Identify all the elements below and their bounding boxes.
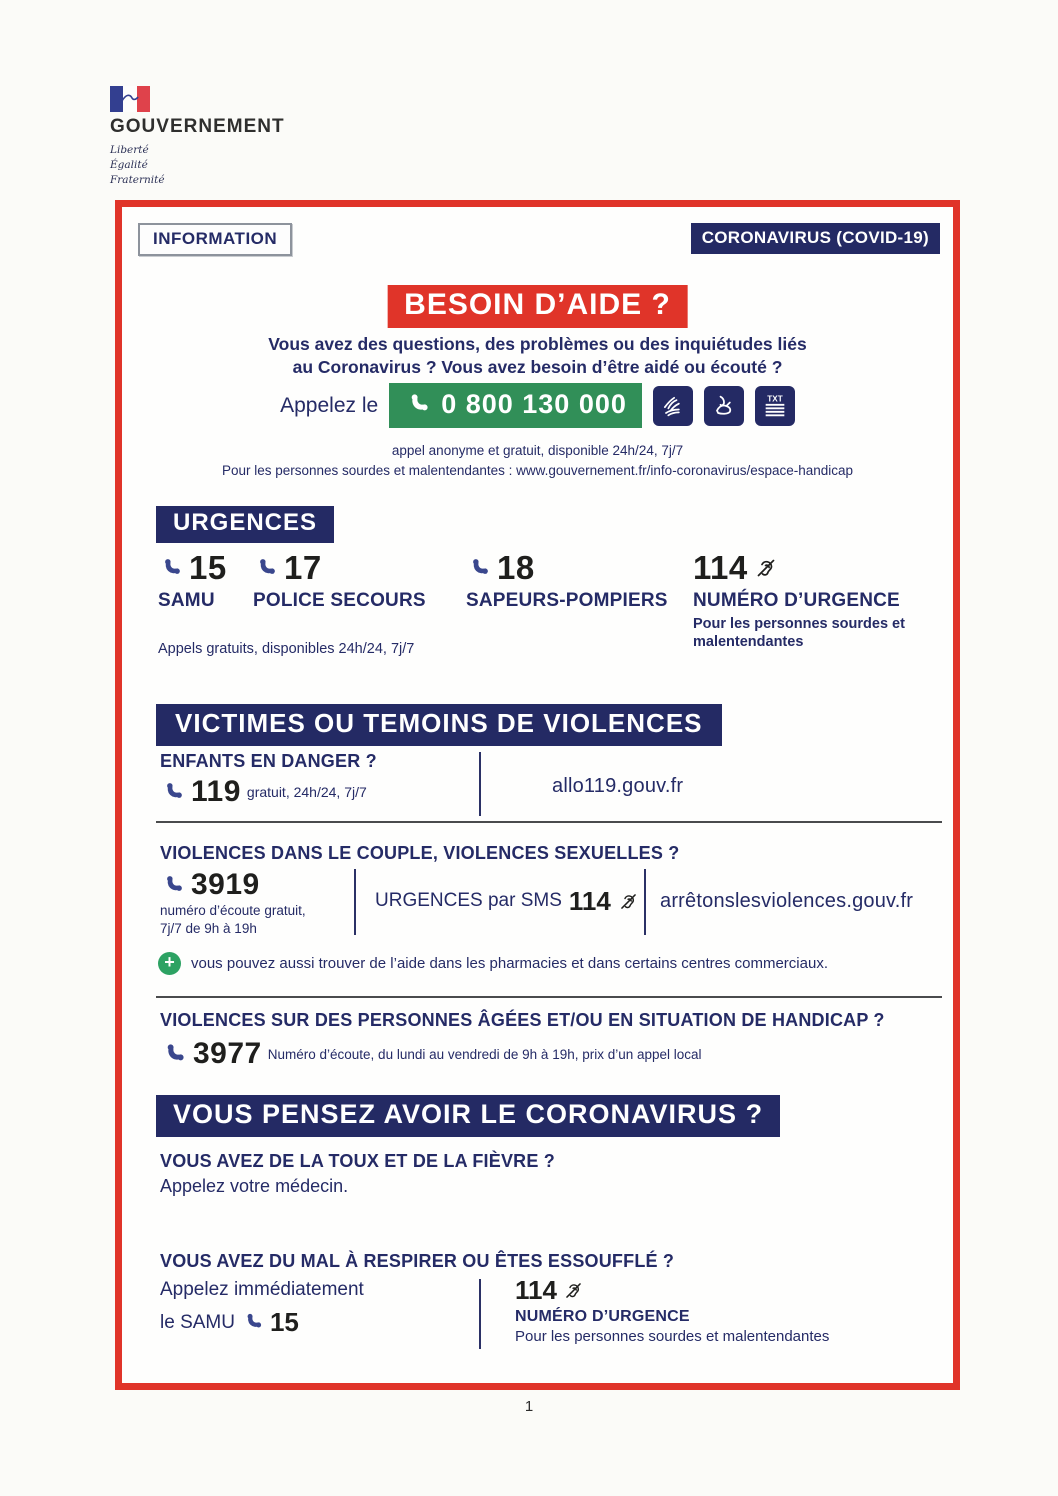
vertical-divider [479, 752, 481, 816]
help-title-banner: BESOIN D’AIDE ? [387, 285, 688, 328]
intro-line-1: Vous avez des questions, des problèmes ou des inquiétudes liés [268, 334, 807, 354]
vertical-divider [354, 869, 356, 935]
call-label: Appelez le [280, 393, 379, 417]
respirer-deaf-block [515, 1275, 829, 1345]
french-flag-icon [110, 86, 150, 112]
arretonslesviolences-link[interactable]: arrêtonslesviolences.gouv.fr [660, 889, 914, 912]
government-wordmark: GOUVERNEMENT [110, 116, 285, 137]
sign-language-icon [653, 386, 693, 426]
couple-number-block [160, 868, 306, 937]
motto-line: Liberté [110, 144, 149, 156]
agees-heading: VIOLENCES SUR DES PERSONNES ÂGÉES ET/OU EN SITUATION DE HANDICAP ? [160, 1010, 885, 1030]
horizontal-divider [156, 821, 942, 823]
cued-speech-hand-icon [704, 386, 744, 426]
motto-line: Fraternité [110, 174, 165, 187]
sms-emergency-block [375, 869, 639, 933]
phone-icon [160, 873, 185, 898]
information-badge: INFORMATION [138, 223, 292, 256]
respirer-deaf-sublabel: Pour les personnes sourdes et malentendantes [515, 1328, 830, 1345]
agees-number: 3977 [193, 1037, 262, 1070]
deaf-emergency-sublabel: Pour les personnes sourdes et malentendantes [693, 616, 905, 651]
toux-heading: VOUS AVEZ DE LA TOUX ET DE LA FIÈVRE ? [160, 1151, 555, 1171]
sms-label: URGENCES par SMS [375, 890, 562, 911]
urgence-police [253, 549, 426, 612]
motto-line: Égalité [110, 159, 148, 172]
samu-number: 15 [189, 549, 227, 586]
couple-note-1: numéro d’écoute gratuit, [160, 903, 306, 918]
government-logo [110, 86, 285, 189]
hotline-note-2: Pour les personnes sourdes et malentendantes : www.gouvernement.fr/info-coronavirus/espace-handicap [221, 462, 854, 478]
hotline-number: 0 800 130 000 [441, 389, 627, 419]
phone-icon [160, 780, 185, 805]
respirer-deaf-label: NUMÉRO D’URGENCE [515, 1308, 690, 1325]
phone-icon [241, 1311, 264, 1334]
hotline-notes [122, 441, 953, 480]
respirer-heading: VOUS AVEZ DU MAL À RESPIRER OU ÊTES ESSOUFFLÉ ? [160, 1251, 675, 1271]
hotline-number-box [389, 383, 642, 428]
coronavirus-section-banner: VOUS PENSEZ AVOIR LE CORONAVIRUS ? [156, 1095, 780, 1137]
violences-banner: VICTIMES OU TEMOINS DE VIOLENCES [156, 704, 722, 746]
hotline-note-1: appel anonyme et gratuit, disponible 24h/24, 7j/7 [391, 443, 684, 458]
intro-text [122, 333, 953, 380]
coronavirus-badge: CORONAVIRUS (COVID-19) [691, 223, 940, 254]
couple-note-2: 7j/7 de 9h à 19h [160, 920, 257, 936]
marianne-swirl [120, 91, 140, 107]
enfants-note: gratuit, 24h/24, 7j/7 [246, 784, 367, 800]
respirer-deaf-number: 114 [515, 1275, 557, 1305]
deaf-icon [618, 891, 639, 912]
allo119-link[interactable]: allo119.gouv.fr [552, 775, 684, 797]
phone-icon [253, 556, 278, 581]
respirer-advice-line-2 [160, 1307, 364, 1338]
urgence-114 [693, 549, 918, 651]
phone-icon [158, 556, 183, 581]
respirer-advice-block [160, 1279, 364, 1338]
page-number: 1 [524, 1398, 534, 1415]
enfants-number: 119 [191, 775, 241, 808]
vertical-divider [479, 1279, 481, 1349]
respirer-samu-number: 15 [269, 1307, 299, 1337]
poster-frame [115, 200, 960, 1390]
pharmacy-tip [158, 952, 828, 975]
enfants-number-row [160, 775, 367, 809]
respirer-advice-line-1: Appelez immédiatement [160, 1279, 364, 1300]
motto [110, 143, 285, 189]
toux-advice: Appelez votre médecin. [160, 1176, 349, 1196]
deaf-emergency-number: 114 [693, 549, 748, 586]
call-row [122, 383, 953, 428]
phone-icon [404, 391, 431, 418]
pharmacy-tip-text: vous pouvez aussi trouver de l’aide dans les pharmacies et dans certains centres commerciaux. [191, 955, 828, 972]
deaf-icon [563, 1280, 584, 1301]
phone-icon [466, 556, 491, 581]
samu-label: SAMU [158, 590, 215, 611]
intro-line-2: au Coronavirus ? Vous avez besoin d’être aidé ou écouté ? [292, 357, 783, 378]
urgences-note: Appels gratuits, disponibles 24h/24, 7j/7 [158, 641, 415, 657]
agees-number-row [160, 1037, 702, 1071]
police-label: POLICE SECOURS [253, 590, 426, 611]
pompiers-label: SAPEURS-POMPIERS [466, 590, 668, 611]
urgence-pompiers [466, 549, 668, 612]
couple-number: 3919 [191, 868, 260, 901]
sms-number: 114 [568, 885, 611, 916]
plus-icon: + [158, 952, 181, 975]
phone-icon [160, 1041, 187, 1068]
text-relay-icon [755, 386, 795, 426]
txt-glyph: TXT [767, 393, 783, 403]
horizontal-divider [156, 996, 942, 998]
vertical-divider [644, 869, 646, 935]
police-number: 17 [284, 549, 322, 586]
urgences-banner: URGENCES [156, 506, 334, 543]
couple-heading: VIOLENCES DANS LE COUPLE, VIOLENCES SEXUELLES ? [160, 843, 680, 863]
samu-text: le SAMU [160, 1311, 235, 1333]
urgence-samu [158, 549, 227, 612]
agees-note: Numéro d’écoute, du lundi au vendredi de 9h à 19h, prix d’un appel local [267, 1046, 702, 1062]
pompiers-number: 18 [497, 549, 535, 586]
deaf-emergency-label: NUMÉRO D’URGENCE [693, 590, 900, 611]
enfants-heading: ENFANTS EN DANGER ? [160, 751, 377, 771]
deaf-icon [754, 556, 778, 580]
